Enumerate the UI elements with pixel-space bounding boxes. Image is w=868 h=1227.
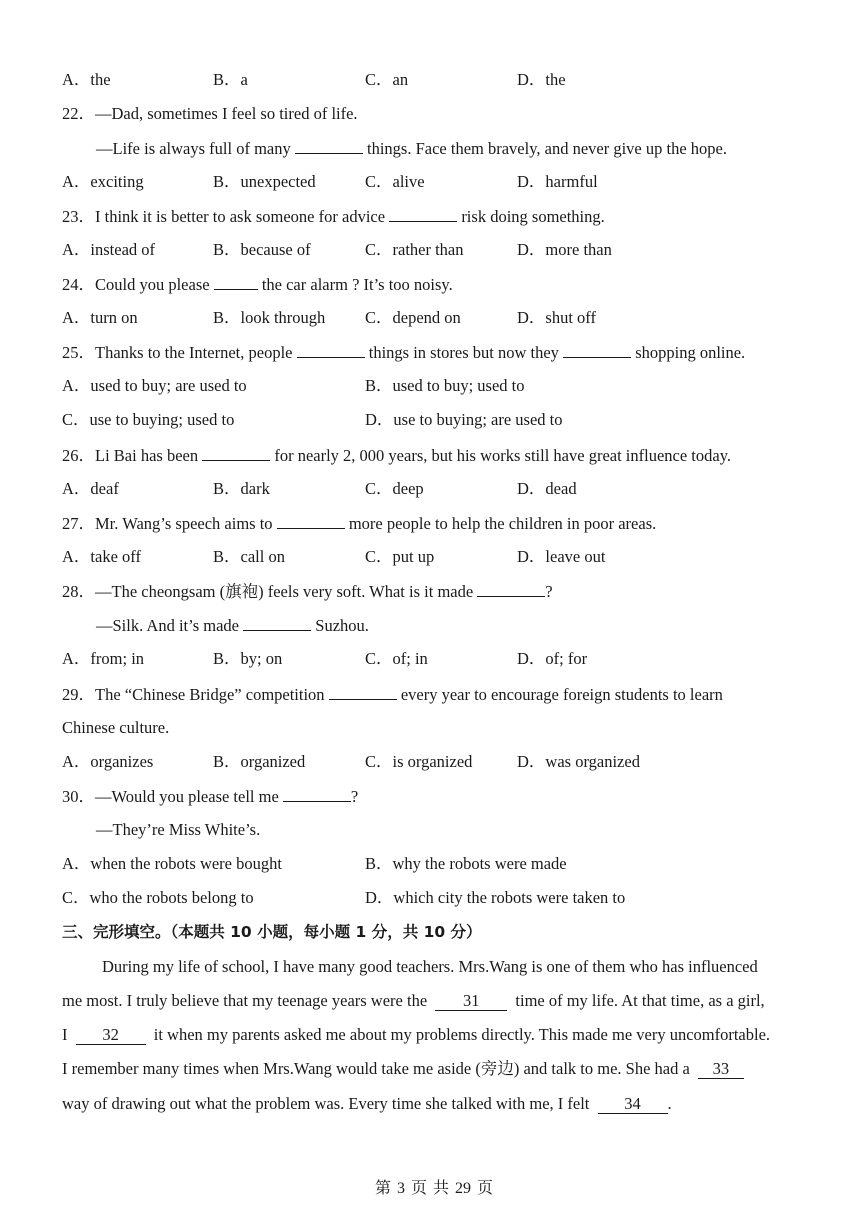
q23-option-d: D．more than	[517, 240, 612, 259]
passage-text: I	[62, 1025, 68, 1044]
q22-line1	[62, 104, 358, 124]
question-number: 24．	[62, 275, 95, 294]
question-number: 22．	[62, 104, 95, 123]
q28-option-b: B．by; on	[213, 649, 283, 668]
q21-option-c: C．an	[365, 70, 409, 89]
question-text: —Dad, sometimes I feel so tired of life.	[95, 104, 358, 123]
passage-text: me most. I truly believe that my teenage years were the	[62, 991, 428, 1010]
q27-option-c: C．put up	[365, 547, 435, 566]
q24-line	[62, 274, 453, 295]
cloze-blank-33: 33	[698, 1060, 744, 1079]
q22-option-b: B．unexpected	[213, 172, 316, 191]
q30-option-b: B．why the robots were made	[365, 854, 567, 873]
q22-option-d: D．harmful	[517, 172, 598, 191]
q28-option-c: C．of; in	[365, 649, 428, 668]
q28-line1	[62, 581, 553, 602]
total-pages: 29	[455, 1180, 472, 1197]
question-text: risk doing something.	[461, 207, 605, 226]
page-footer	[0, 1175, 868, 1198]
passage-text: .	[667, 1094, 672, 1113]
passage-line-2	[62, 991, 765, 1011]
question-text: ?	[545, 582, 553, 601]
q29-option-d: D．was organized	[517, 752, 640, 771]
section-heading: 三、完形填空。（本题共 10 小题，每小题 1 分，共 10 分）	[62, 923, 482, 941]
footer-text: 共	[433, 1180, 450, 1197]
question-text: —Would you please tell me	[95, 787, 279, 806]
q30-option-a: A．when the robots were bought	[62, 854, 282, 873]
answer-blank	[214, 274, 258, 290]
question-text: Mr. Wang’s speech aims to	[95, 514, 273, 533]
question-text: I think it is better to ask someone for advice	[95, 207, 386, 226]
q25-option-c: C．use to buying; used to	[62, 410, 235, 429]
q28-line2	[96, 615, 369, 636]
question-text: —Silk. And it’s made	[96, 616, 240, 635]
question-text: —The cheongsam (旗袍) feels very soft. What is it made	[95, 582, 474, 601]
question-text: ?	[350, 787, 359, 806]
q29-line2: Chinese culture.	[62, 718, 170, 737]
answer-blank	[202, 445, 270, 461]
q26-option-a: A．deaf	[62, 479, 119, 498]
passage-line-4	[62, 1059, 744, 1079]
question-text: —Life is always full of many	[96, 139, 291, 158]
question-text: shopping online.	[635, 343, 746, 362]
question-number: 23．	[62, 207, 95, 226]
question-text: more people to help the children in poor areas.	[348, 514, 657, 533]
footer-text: 页	[410, 1180, 427, 1197]
q22-line2	[96, 138, 727, 159]
q28-option-a: A．from; in	[62, 649, 145, 668]
q26-option-b: B．dark	[213, 479, 270, 498]
q25-option-d: D．use to buying; are used to	[365, 410, 563, 429]
q27-option-a: A．take off	[62, 547, 141, 566]
question-number: 25．	[62, 343, 95, 362]
question-text: Li Bai has been	[95, 446, 199, 465]
q23-option-b: B．because of	[213, 240, 311, 259]
q24-option-a: A．turn on	[62, 308, 138, 327]
q21-option-b: B．a	[213, 70, 248, 89]
passage-text: I remember many times when Mrs.Wang would take me aside (旁边) and talk to me. She had a	[62, 1059, 690, 1078]
q29-option-b: B．organized	[213, 752, 306, 771]
q30-option-d: D．which city the robots were taken to	[365, 888, 626, 907]
q28-option-d: D．of; for	[517, 649, 588, 668]
q24-option-c: C．depend on	[365, 308, 461, 327]
footer-text: 第	[374, 1180, 391, 1197]
question-text: Thanks to the Internet, people	[95, 343, 293, 362]
q27-option-d: D．leave out	[517, 547, 606, 566]
question-number: 26．	[62, 446, 95, 465]
answer-blank	[295, 138, 363, 154]
q29-line1	[62, 684, 723, 705]
q29-option-a: A．organizes	[62, 752, 154, 771]
answer-blank	[243, 615, 311, 631]
answer-blank	[297, 342, 365, 358]
question-text: Could you please	[95, 275, 210, 294]
question-number: 30．	[62, 787, 95, 806]
question-number: 28．	[62, 582, 95, 601]
passage-text: time of my life. At that time, as a girl,	[515, 991, 765, 1010]
q25-option-a: A．used to buy; are used to	[62, 376, 247, 395]
passage-line-5	[62, 1094, 672, 1114]
question-text: things in stores but now they	[368, 343, 559, 362]
q26-line	[62, 445, 731, 466]
question-text: the car alarm ? It’s too noisy.	[261, 275, 453, 294]
answer-blank	[389, 206, 457, 222]
answer-blank	[277, 513, 345, 529]
question-text: every year to encourage foreign students to learn	[400, 685, 723, 704]
cloze-blank-31: 31	[435, 992, 507, 1011]
question-text: things. Face them bravely, and never give up the hope.	[367, 139, 727, 158]
q22-option-c: C．alive	[365, 172, 425, 191]
q21-option-d: D．the	[517, 70, 566, 89]
answer-blank	[283, 786, 351, 802]
cloze-blank-34: 34	[598, 1095, 668, 1114]
question-text: The “Chinese Bridge” competition	[95, 685, 325, 704]
q23-option-a: A．instead of	[62, 240, 156, 259]
answer-blank	[477, 581, 545, 597]
q27-option-b: B．call on	[213, 547, 285, 566]
page-number: 3	[396, 1180, 405, 1197]
q24-option-b: B．look through	[213, 308, 326, 327]
question-number: 29．	[62, 685, 95, 704]
q22-option-a: A．exciting	[62, 172, 144, 191]
q30-line2: —They’re Miss White’s.	[96, 820, 261, 839]
q30-line1	[62, 786, 358, 807]
q25-line	[62, 342, 745, 363]
q29-option-c: C．is organized	[365, 752, 473, 771]
q27-line	[62, 513, 656, 534]
q23-line	[62, 206, 605, 227]
q26-option-d: D．dead	[517, 479, 577, 498]
answer-blank	[563, 342, 631, 358]
cloze-blank-32: 32	[76, 1026, 146, 1045]
q26-option-c: C．deep	[365, 479, 424, 498]
passage-line-3	[62, 1025, 770, 1045]
passage-text: way of drawing out what the problem was. Every time she talked with me, I felt	[62, 1094, 590, 1113]
passage-line-1: During my life of school, I have many good teachers. Mrs.Wang is one of them who has influenced	[102, 957, 758, 976]
question-number: 27．	[62, 514, 95, 533]
answer-blank	[329, 684, 397, 700]
q30-option-c: C．who the robots belong to	[62, 888, 254, 907]
question-text: for nearly 2, 000 years, but his works still have great influence today.	[274, 446, 732, 465]
q23-option-c: C．rather than	[365, 240, 464, 259]
footer-text: 页	[477, 1180, 494, 1197]
passage-text: it when my parents asked me about my problems directly. This made me very uncomfortable.	[153, 1025, 771, 1044]
q25-option-b: B．used to buy; used to	[365, 376, 525, 395]
q24-option-d: D．shut off	[517, 308, 596, 327]
question-text: Suzhou.	[315, 616, 369, 635]
q21-option-a: A．the	[62, 70, 111, 89]
